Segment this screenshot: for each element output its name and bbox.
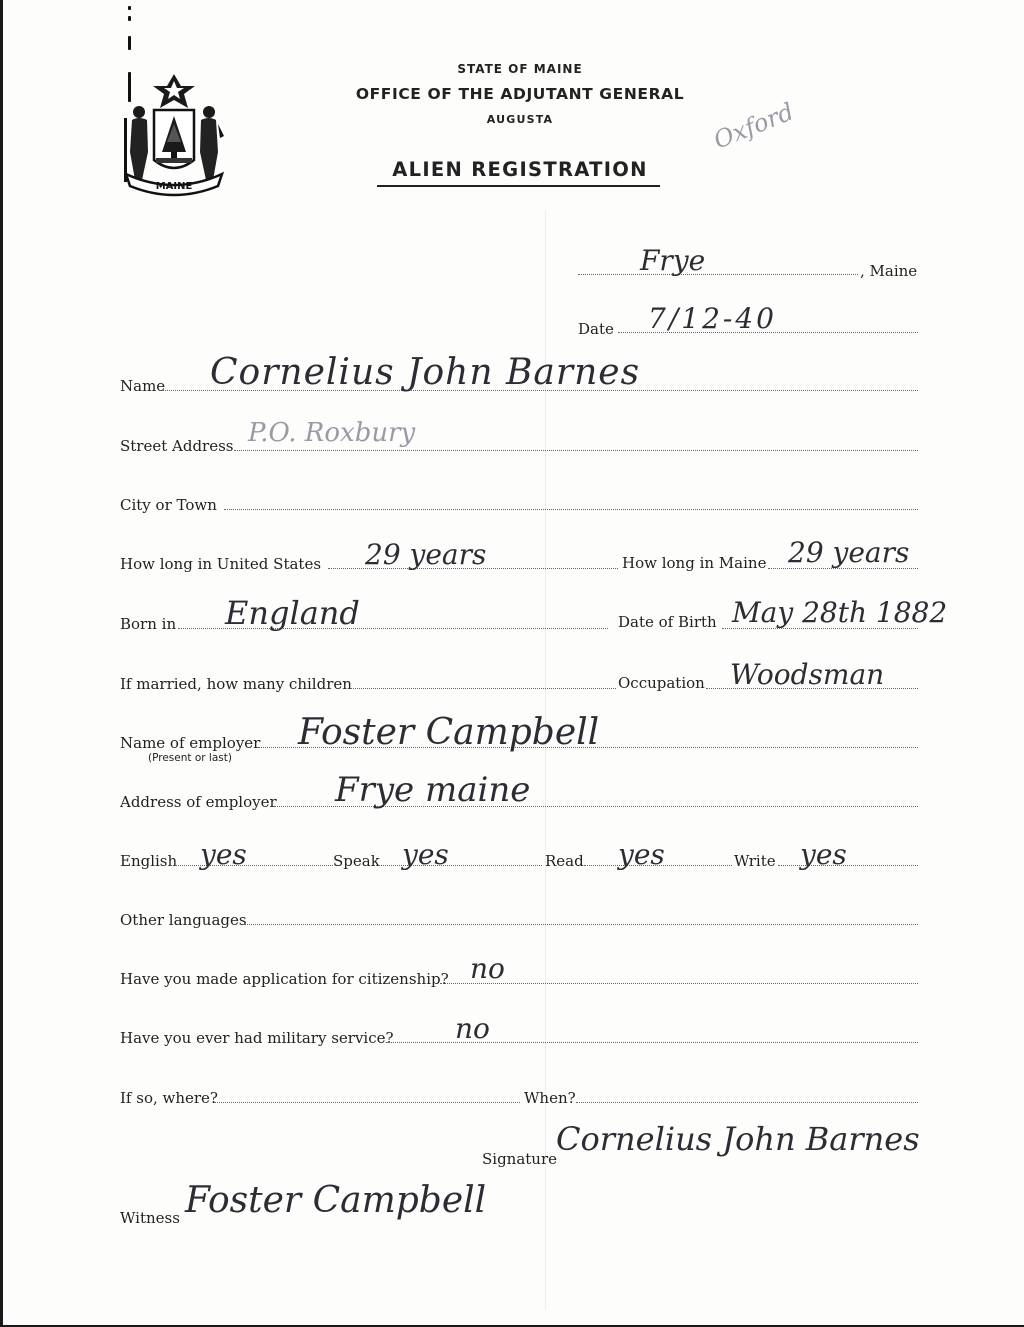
read-value: yes [618, 838, 665, 871]
date-label: Date [578, 320, 614, 338]
form-title: ALIEN REGISTRATION [392, 158, 648, 181]
city-line [224, 509, 918, 510]
when-label: When? [524, 1089, 576, 1107]
date-of-birth-value: May 28th 1882 [732, 596, 948, 629]
witness-label: Witness [120, 1209, 180, 1227]
punch-mark [128, 36, 131, 50]
born-in-label: Born in [120, 615, 177, 633]
town-line [578, 274, 858, 275]
occupation-label: Occupation [618, 674, 705, 692]
name-value: Cornelius John Barnes [210, 352, 641, 393]
occupation-value: Woodsman [730, 658, 885, 691]
citizenship-label: Have you made application for citizenship? [120, 970, 449, 988]
how-long-maine-value: 29 years [788, 536, 910, 569]
street-address-line [234, 450, 918, 451]
employer-sublabel: (Present or last) [148, 752, 232, 764]
town-suffix: , Maine [860, 262, 918, 280]
write-label: Write [734, 852, 776, 870]
header-office: OFFICE OF THE ADJUTANT GENERAL [355, 85, 685, 103]
seal-banner-text: MAINE [155, 181, 193, 192]
how-long-us-label: How long in United States [120, 555, 322, 573]
citizenship-value: no [470, 952, 505, 985]
write-line [778, 865, 918, 866]
employer-address-label: Address of employer [120, 793, 277, 811]
name-label: Name [120, 377, 166, 395]
street-address-value: P.O. Roxbury [248, 418, 416, 448]
header-state: STATE OF MAINE [457, 62, 583, 76]
english-label: English [120, 852, 178, 870]
how-long-maine-label: How long in Maine [622, 554, 767, 572]
signature-value: Cornelius John Barnes [556, 1120, 920, 1158]
town-value: Frye [640, 244, 706, 277]
english-line [175, 865, 333, 866]
other-languages-label: Other languages [120, 911, 247, 929]
maine-state-seal [120, 72, 228, 200]
english-value: yes [200, 838, 247, 871]
scan-edge-left [0, 0, 3, 1327]
title-underline [377, 185, 660, 187]
header-city: AUGUSTA [486, 113, 554, 126]
punch-mark [128, 16, 131, 21]
margin-note: Oxford [709, 97, 798, 155]
military-label: Have you ever had military service? [120, 1029, 394, 1047]
read-label: Read [545, 852, 584, 870]
citizenship-line [440, 983, 918, 984]
city-label: City or Town [120, 496, 217, 514]
children-line [350, 688, 616, 689]
witness-value: Foster Campbell [185, 1180, 487, 1221]
write-value: yes [800, 838, 847, 871]
employer-value: Foster Campbell [298, 712, 600, 753]
street-address-label: Street Address [120, 437, 234, 455]
children-label: If married, how many children [120, 675, 352, 693]
if-so-where-label: If so, where? [120, 1089, 218, 1107]
born-in-value: England [225, 594, 360, 632]
other-languages-line [243, 924, 918, 925]
speak-value: yes [402, 838, 449, 871]
date-value: 7/12-40 [648, 302, 777, 335]
military-value: no [455, 1012, 490, 1045]
punch-mark [128, 6, 131, 10]
date-of-birth-label: Date of Birth [618, 613, 717, 631]
speak-label: Speak [333, 852, 380, 870]
employer-address-value: Frye maine [335, 770, 531, 810]
when-line [576, 1102, 918, 1103]
signature-label: Signature [482, 1150, 558, 1168]
if-so-where-line [214, 1102, 520, 1103]
how-long-us-value: 29 years [365, 538, 487, 571]
employer-label: Name of employer [120, 734, 261, 752]
